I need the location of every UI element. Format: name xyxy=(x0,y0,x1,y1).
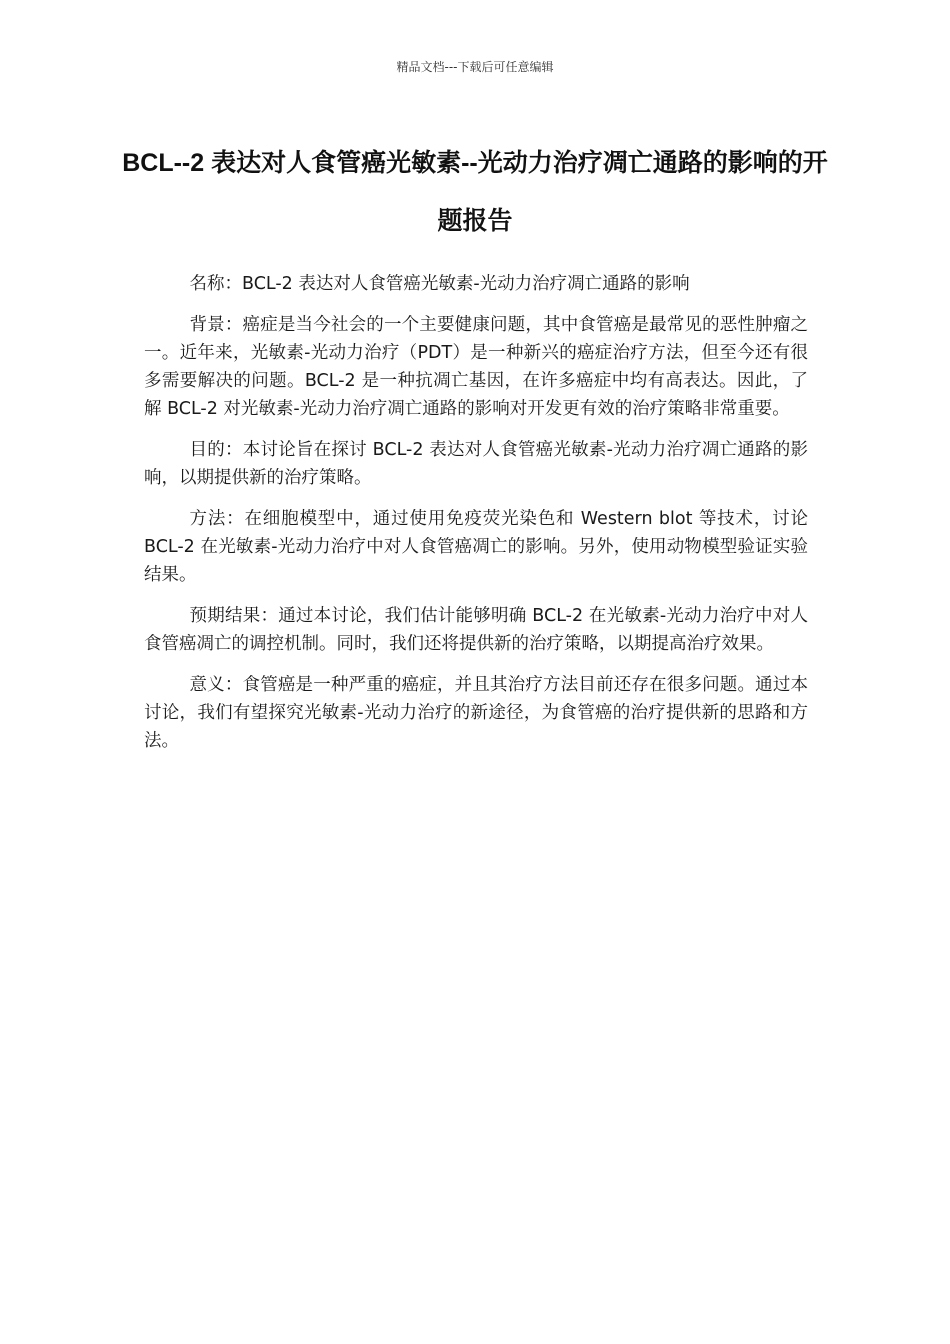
paragraph-name xyxy=(144,270,808,298)
paragraph-label: 名称： xyxy=(189,274,242,294)
paragraph-text: 在细胞模型中，通过使用免疫荧光染色和 Western blot 等技术，讨论 BCL-2 在光敏素-光动力治疗中对人食管癌凋亡的影响。另外，使用动物模型验证实验结果。 xyxy=(144,509,808,585)
paragraph-significance xyxy=(144,671,808,755)
document-body xyxy=(144,270,808,768)
paragraph-expected-results xyxy=(144,602,808,658)
paragraph-background xyxy=(144,311,808,423)
paragraph-label: 意义： xyxy=(189,675,243,695)
paragraph-label: 目的： xyxy=(189,440,243,460)
header-note: 精品文档---下载后可任意编辑 xyxy=(396,60,554,74)
paragraph-text: BCL-2 表达对人食管癌光敏素-光动力治疗凋亡通路的影响 xyxy=(242,274,690,294)
paragraph-text: 食管癌是一种严重的癌症，并且其治疗方法目前还存在很多问题。通过本讨论，我们有望探究光敏素-光动力治疗的新途径，为食管癌的治疗提供新的思路和方法。 xyxy=(144,675,808,751)
paragraph-methods xyxy=(144,505,808,589)
paragraph-label: 背景： xyxy=(189,315,243,335)
paragraph-text: 本讨论旨在探讨 BCL-2 表达对人食管癌光敏素-光动力治疗凋亡通路的影响，以期提供新的治疗策略。 xyxy=(144,440,809,488)
paragraph-text: 癌症是当今社会的一个主要健康问题，其中食管癌是最常见的恶性肿瘤之一。近年来，光敏素-光动力治疗（PDT）是一种新兴的癌症治疗方法，但至今还有很多需要解决的问题。BCL-2 是一种抗凋亡基因，在许多癌症中均有高表达。因此，了解 BCL-2 对光敏素-光动力治疗凋亡通路的影响对开发更有效的治疗策略非常重要。 xyxy=(144,315,808,419)
document-title: BCL--2 表达对人食管癌光敏素--光动力治疗凋亡通路的影响的开题报告 xyxy=(122,149,828,235)
paragraph-label: 方法： xyxy=(189,509,245,529)
paragraph-label: 预期结果： xyxy=(189,606,279,626)
paragraph-objective xyxy=(144,436,808,492)
paragraph-text: 通过本讨论，我们估计能够明确 BCL-2 在光敏素-光动力治疗中对人食管癌凋亡的调控机制。同时，我们还将提供新的治疗策略，以期提高治疗效果。 xyxy=(144,606,809,654)
